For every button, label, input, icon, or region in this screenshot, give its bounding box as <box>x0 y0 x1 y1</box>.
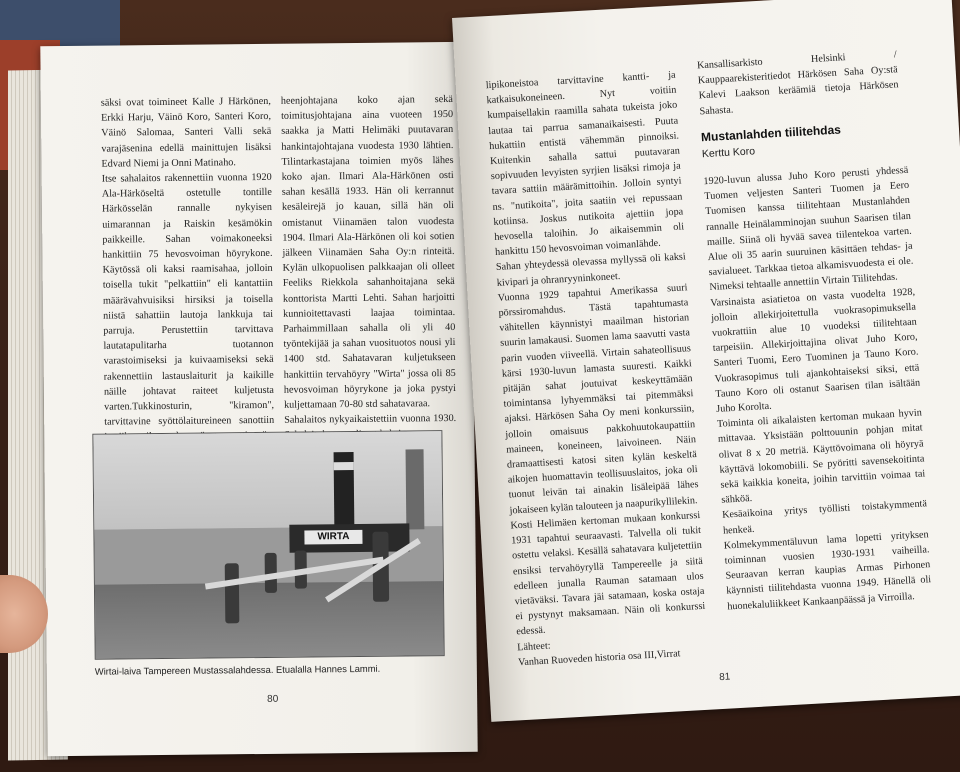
left-page-column-2: heenjohtajana koko ajan sekä toimitusjohtajana aina vuoteen 1950 saakka ja Matti Helimäki puutavaran hankintajohtajana vuodesta 1930 lähtien. Tilintarkastajana toimien myös lähes koko ajan. Ilmari Ala-Härkönen osti sahan kesällä 1933. Hän oli kerrannut kesäleirejä jo kauan, sillä hän oli omistanut Viinamäen talon vuodesta 1904. Ilmari Ala-Härkönen oli koi sotien jälkeen Viinamäen Saha Oy:n rinteitä. Kylän ulkopuolisen palkkaajan oli olleet Feeliks Riekkola sahanhoitajana sekä konttorista Martti Lehti. Sahan harjoitti kunnioitettavasti laajaa toimintaa. Parhaimmillaan sahalla oli yli 40 työntekijää ja sahan vuosituotos nousi yli 1400 std. Sahatavaran kuljetukseen hankittiin tervahöyry "Wirta" jossa oli 85 hevosvoiman höyrykone ja joka pystyi kuljettamaan 70-80 std sahatavaraa. Sahalaitos nykyaikaistettiin vuonna 1930. <box>280 93 457 427</box>
section-heading: Mustanlahden tiilitehdas <box>700 122 842 145</box>
right-page <box>452 0 960 722</box>
left-page <box>40 42 477 756</box>
photo-factory-tower <box>406 449 425 529</box>
photo-sky <box>93 431 442 530</box>
page-number-left: 80 <box>267 693 279 705</box>
right-page-column-2-top: Kansallisarkisto Helsinki / Kauppaarekisteritiedot Härkösen Saha Oy:stä Kalevi Laakson keräämiä tietoja Härkösen Sahasta. <box>696 49 899 117</box>
right-page-column-1: lipikoneistoa tarvittavine kantti- ja katkaisukoneineen. Nyt voitiin kumpaisellakin raamilla sahata tukeista joko lautaa tai parrua samanaikaisesti. Puuta hukattiin entistä vähemmän pinnoiksi. Kuitenkin sahalla sattui puutavaran sopivuuden levyisten syrjien lisäksi rimoja ja tavara sattiin määrämittoihin. Jolloin syntyi ns. "nutikoita", joita saatiin vei repussaan kotiinsa. Joskus nutikoita ajettiin jopa hevosella taloihin. Jo aikaisemmin oli hankittu 150 hevosvoiman voimanlähde. Sahan yhteydessä olevassa myllyssä oli kaksi kivipari ja ohranryyninkoneet. Vuonna 1929 tapahtui Amerikassa suuri pörssiromahdus. Tästä tapahtumasta vähitellen käynnistyi maailman historian suurin lamakausi. Suomen lama saavutti vasta parin vuoden viiveellä. Virtain sahateollisuus kärsi 1930-luvun lamasta suuresti. Kaikki pitäjän sahat joutuivat keskeyttämään toimintansa lyhyemmäksi tai pitemmäksi ajaksi. Härkösen Saha Oy meni konkurssiin, jolloin omaisuus pakkohuutokaupattiin maineen, koneineen, laivoineen. Näin dramaattisesti katosi siten kylän keskeltä aikojen huomattavin teollisuuslaitos, joka oli tuonut leivän tai ainakin lisäleipää lähes jokaiseen kylän talouteen ja naapurikyllilekin. Kosti Helimäen kertoman mukaan konkurssi 1931 tapahtui seuraavasti. Talvella oli tukit ostettu velaksi. Kesällä sahatavara kuljetettiin ensiksi tervahöyryllä Tampereelle ja siitä edelleen junalla Rauman satamaan ulos vietäväksi. Tavara jäi satamaan, koska ostaja ei pystynyt maksamaan. Näin oli konkurssi edessä. Lähteet: Vanhan Ruoveden historia osa III,Virrat <box>485 69 706 669</box>
right-page-column-2: 1920-luvun alussa Juho Koro perusti yhdessä Tuomen veljesten Santeri Tuomen ja Eero Tuomisen kanssa tiilitehtaan Mustanlahden rannalle Heinälamminojan suuhun Saarisen tilan maille. Siinä oli hyvää savea tiilentekoa varten. Alue oli 35 aarin suuruinen käsittäen tehdas- ja savialueet. Tarkkaa tietoa alkamisvuodesta ei ole. Nimeksi tehtaalle annettiin Virtain Tiilitehdas. Varsinaista asiatietoa on vasta vuodelta 1928, jolloin allekirjoitettulla vuokrasopimuksella vuokrattiin alue 10 vuodeksi tiilitehtaan tarpeisiin. Allekirjoittajina olivat Juho Koro, Santeri Tuomi, Eero Tuominen ja Tauno Koro. Vuokrasopimus tuli ajankohtaiseksi siksi, että Tauno Koro oli ostanut Saarisen tilan isältään Juho Korolta. Toiminta oli aikalaisten kertoman mukaan hyvin mittavaa. Yksistään polttouunin pohjan mitat olivat 8 x 20 metriä. Käyttövoimana oli höyryä käyttävä lokomobiili. Se pyöritti savensekoitinta sekä kaikkia koneita, joihin tarvittiin voimaa tai sähköä. Kesäaikoina yritys työllisti toistakymmentä henkeä. Kolmekymmentäluvun lama lopetti yrityksen toiminnan vuosien 1930-1931 vaiheilla. Seuraavan kerran kaupias Armas Pirhonen käynnisti tiilitehdasta vuonna 1949. Hänellä oli huonekaluliikkeet Kankaanpäässä ja Virroilla. <box>703 164 932 613</box>
photo-person <box>225 563 240 623</box>
page-number-right: 81 <box>718 671 731 684</box>
photo-caption: Wirtai-laiva Tampereen Mustassalahdessa. Etualalla Hannes Lammi. <box>94 662 381 677</box>
photo-ship-sign: WIRTA <box>304 530 362 545</box>
photo-chimney-band <box>334 462 354 470</box>
historic-photo <box>92 430 444 660</box>
section-author: Kerttu Koro <box>701 145 756 161</box>
left-page-column-1: säksi ovat toimineet Kalle J Härkönen, Erkki Harju, Väinö Koro, Santeri Koro, Väinö Salomaa, Santeri Valli sekä varajäsenina edellä mainittujen lisäksi Edvard Niemi ja Onni Matinaho. Itse sahalaitos rakennettiin vuonna 1920 Ala-Härköseltä ostetulle tontille Härkösselän rannalle nykyisen uimarannan ja Raiskin kesämökin paikkeille. Sahan voimakoneeksi hankittiin 75 hevosvoiman höyrykone. Käytössä oli kaksi raamisahaa, jolloin toisella tukit "pelkattiin" eli kantattiin määrävahvuisiksi hirsiksi ja toisella niistä sahattiin lautoja lankkuja tai parruja. Perustettiin tarvittava lautatapulitarha tuotannon varastoimiseksi ja kuivaamiseksi sekä rakennettiin lastauslaiturit ja kaikille näille johtavat raiteet kuljetusta varten.Tukkinosturin, "kiramon", tarvittavine syöttölaitureineen sanottiin <box>100 95 275 428</box>
